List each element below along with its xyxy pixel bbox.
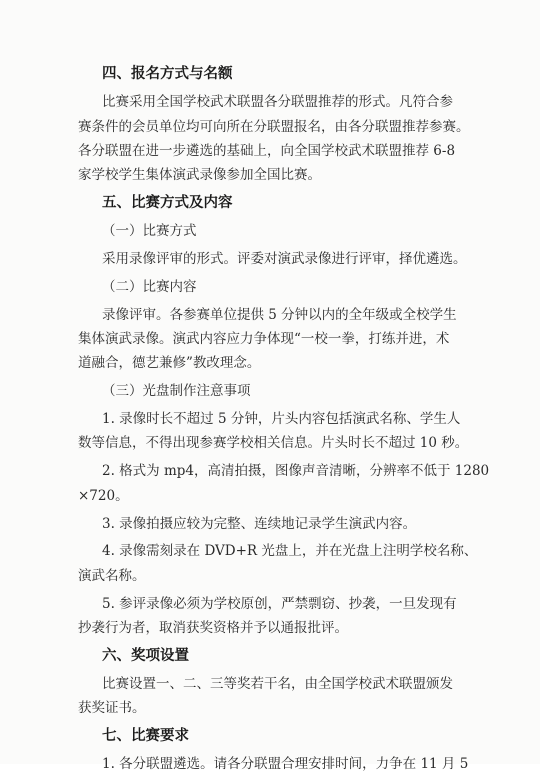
paragraph-line: 1. 录像时长不超过 5 分钟，片头内容包括演武名称、学生人 bbox=[102, 411, 461, 427]
paragraph-line: 5. 参评录像必须为学校原创，严禁剽窃、抄袭，一旦发现有 bbox=[102, 596, 457, 612]
paragraph-line: 4. 录像需刻录在 DVD+R 光盘上，并在光盘上注明学校名称、 bbox=[102, 543, 478, 559]
paragraph-line: 演武名称。 bbox=[78, 568, 146, 584]
paragraph-line: 集体演武录像。演武内容应力争体现“一校一拳，打练并进，术 bbox=[78, 331, 450, 347]
paragraph-line: 2. 格式为 mp4，高清拍摄，图像声音清晰，分辨率不低于 1280 bbox=[102, 463, 490, 479]
section-heading: 七、比赛要求 bbox=[102, 728, 189, 744]
paragraph-line: 比赛设置一、二、三等奖若干名，由全国学校武术联盟颁发 bbox=[102, 676, 453, 692]
paragraph-line: （一）比赛方式 bbox=[102, 223, 197, 239]
paragraph-line: 录像评审。各参赛单位提供 5 分钟以内的全年级或全校学生 bbox=[102, 307, 457, 323]
paragraph-line: ×720。 bbox=[78, 488, 129, 504]
section-heading: 六、奖项设置 bbox=[102, 648, 189, 664]
section-heading: 四、报名方式与名额 bbox=[102, 66, 233, 82]
paragraph-line: 3. 录像拍摄应较为完整、连续地记录学生演武内容。 bbox=[102, 516, 417, 532]
paragraph-line: 抄袭行为者，取消获奖资格并予以通报批评。 bbox=[78, 620, 348, 636]
paragraph-line: （三）光盘制作注意事项 bbox=[102, 383, 251, 399]
paragraph-line: 1. 各分联盟遴选。请各分联盟合理安排时间，力争在 11 月 5 bbox=[102, 756, 469, 772]
paragraph-line: 道融合，德艺兼修”教改理念。 bbox=[78, 355, 261, 371]
paragraph-line: 采用录像评审的形式。评委对演武录像进行评审，择优遴选。 bbox=[102, 251, 467, 267]
paragraph-line: 各分联盟在进一步遴选的基础上，向全国学校武术联盟推荐 6-8 bbox=[78, 143, 456, 159]
paragraph-line: 赛条件的会员单位均可向所在分联盟报名，由各分联盟推荐参赛。 bbox=[78, 119, 470, 135]
section-heading: 五、比赛方式及内容 bbox=[102, 195, 233, 211]
paragraph-line: 家学校学生集体演武录像参加全国比赛。 bbox=[78, 167, 321, 183]
paragraph-line: 数等信息，不得出现参赛学校相关信息。片头时长不超过 10 秒。 bbox=[78, 435, 469, 451]
paragraph-line: 获奖证书。 bbox=[78, 700, 146, 716]
paragraph-line: 比赛采用全国学校武术联盟各分联盟推荐的形式。凡符合参 bbox=[102, 94, 453, 110]
paragraph-line: （二）比赛内容 bbox=[102, 279, 197, 295]
